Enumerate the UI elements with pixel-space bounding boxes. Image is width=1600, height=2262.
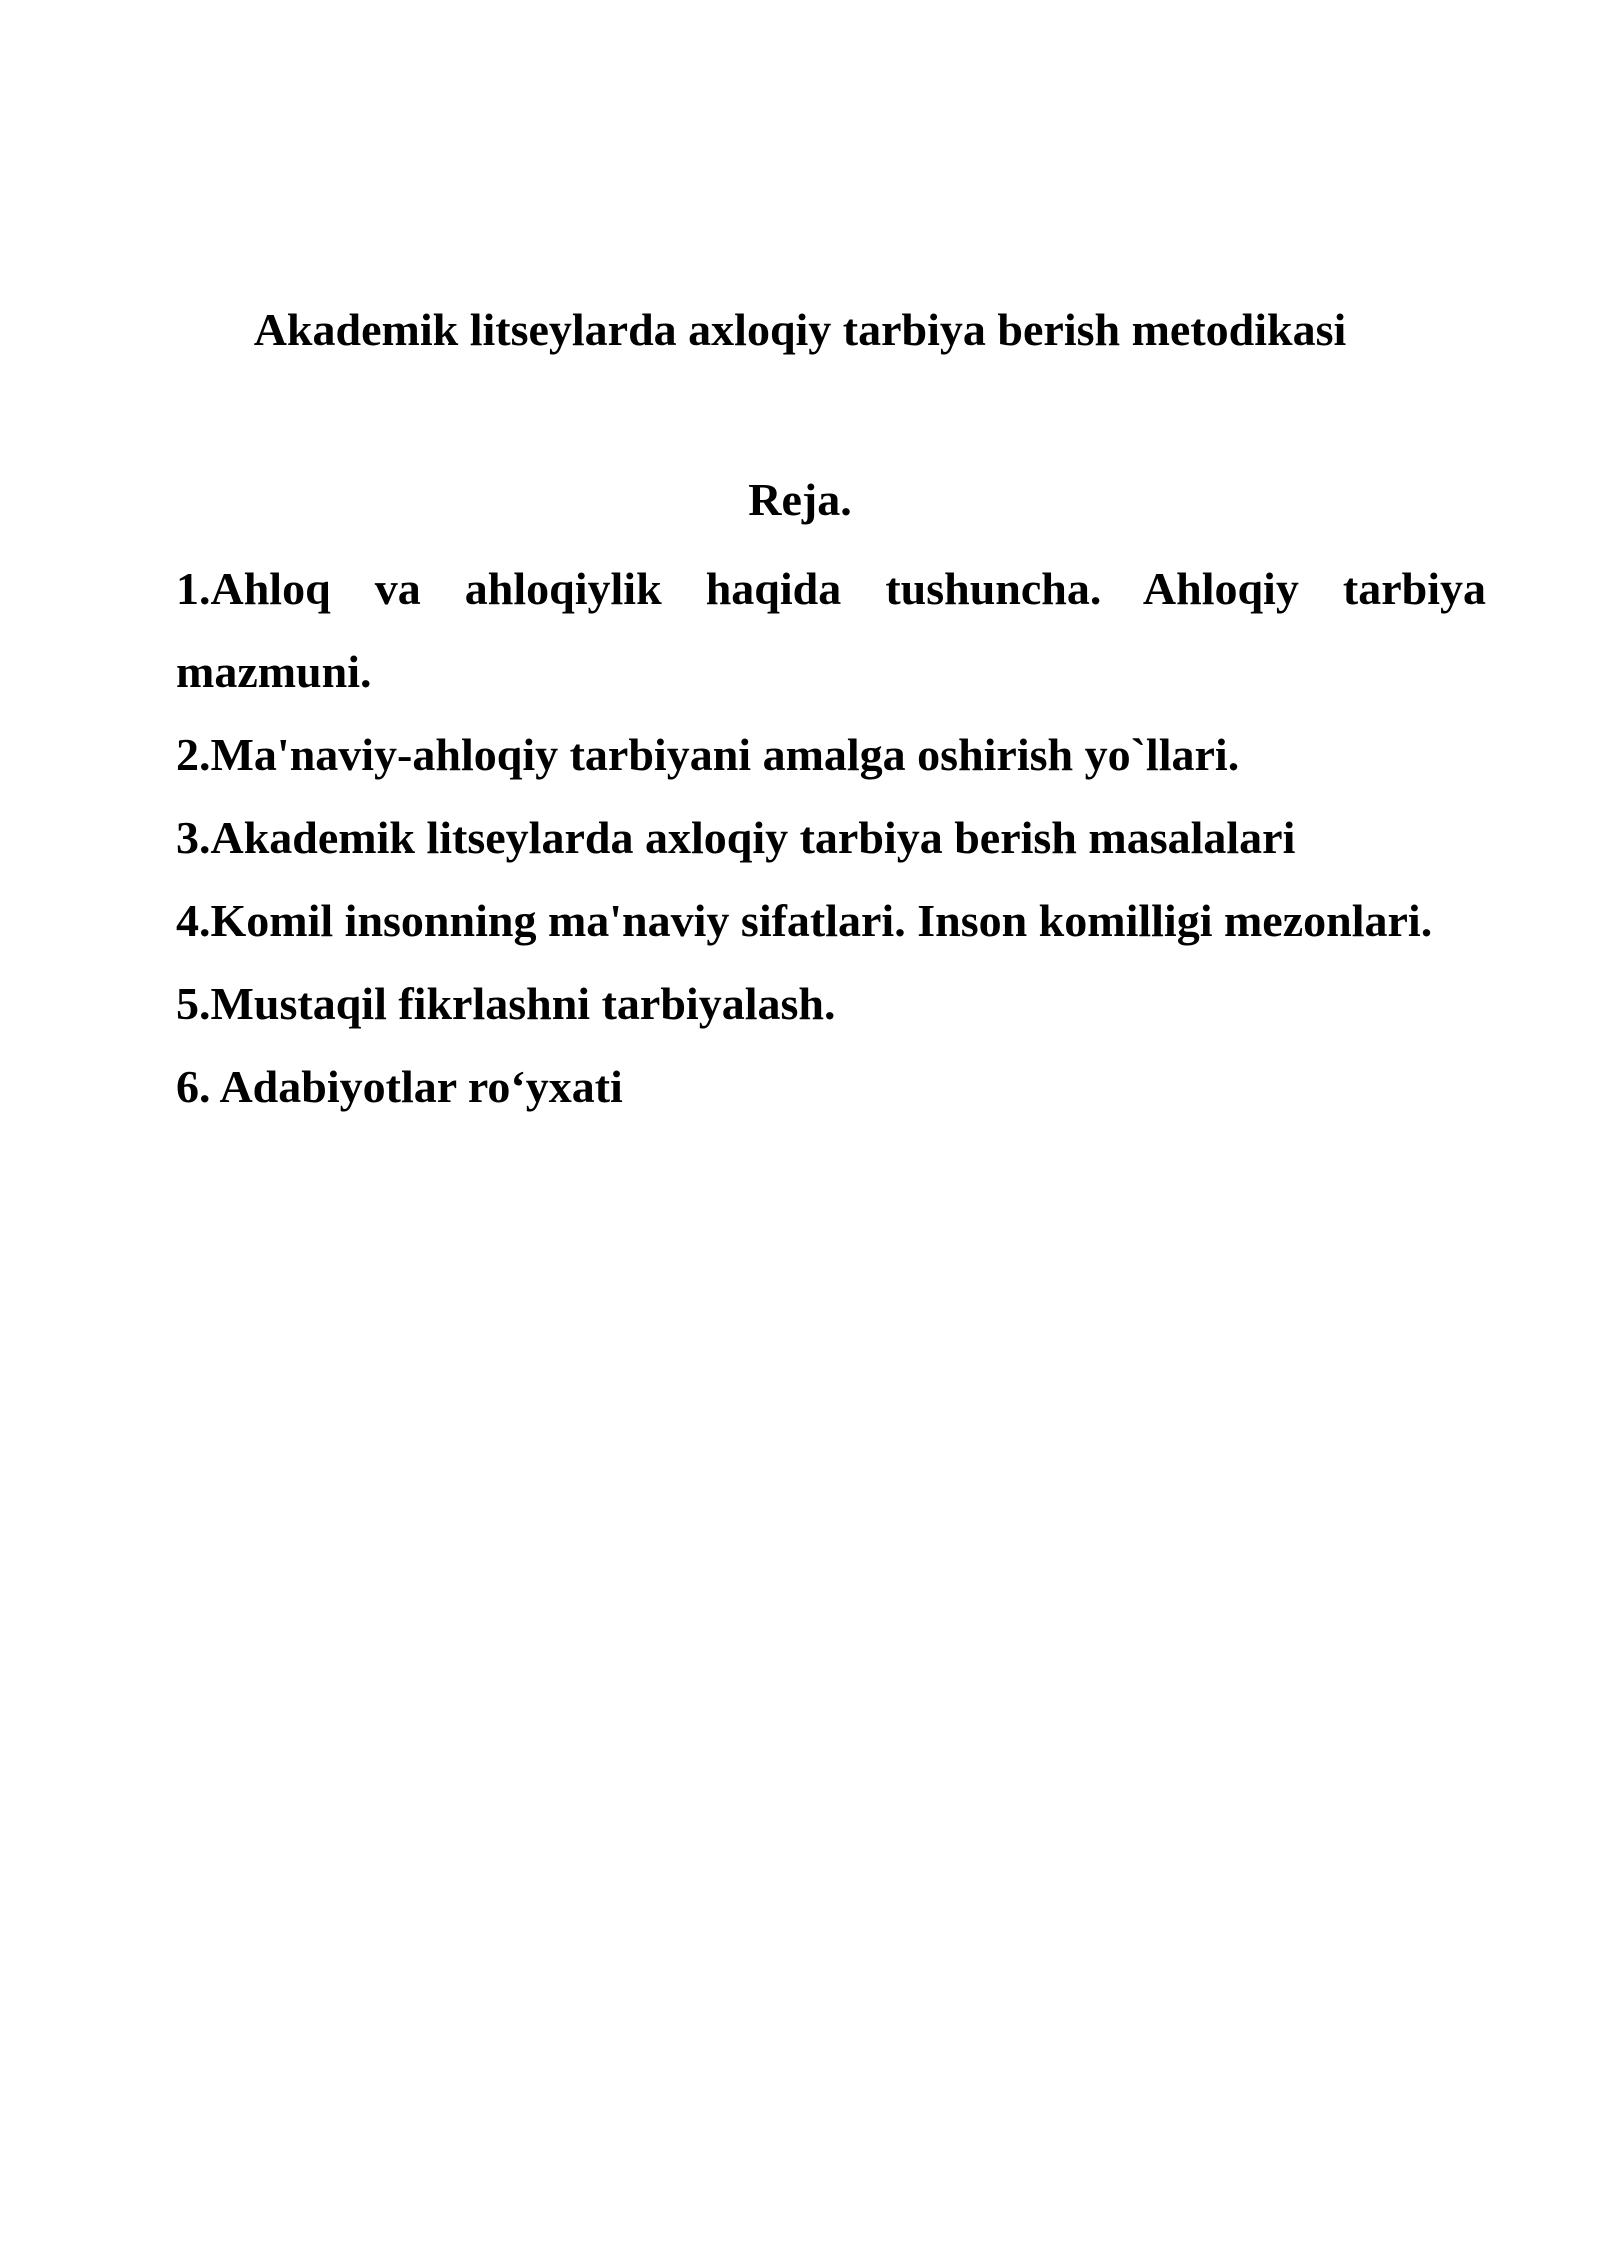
plan-item: 5.Mustaqil fikrlashni tarbiyalash.: [176, 978, 836, 1029]
plan-item: 3.Akademik litseylarda axloqiy tarbiya berish masalalari: [176, 812, 1296, 863]
document-title: Akademik litseylarda axloqiy tarbiya berish metodikasi: [253, 304, 1347, 355]
plan-item: 6. Adabiyotlar ro‘yxati: [176, 1061, 623, 1112]
plan-item: 2.Ma'naviy-ahloqiy tarbiyani amalga oshirish yo`llari.: [176, 729, 1240, 780]
plan-item: 1.Ahloq va ahloqiylik haqida tushuncha. Ahloqiy tarbiya mazmuni.: [176, 563, 1486, 697]
plan-heading: Reja.: [748, 474, 852, 525]
plan-item: 4.Komil insonning ma'naviy sifatlari. Inson komilligi mezonlari.: [176, 895, 1433, 946]
plan-list: [176, 547, 1486, 1128]
